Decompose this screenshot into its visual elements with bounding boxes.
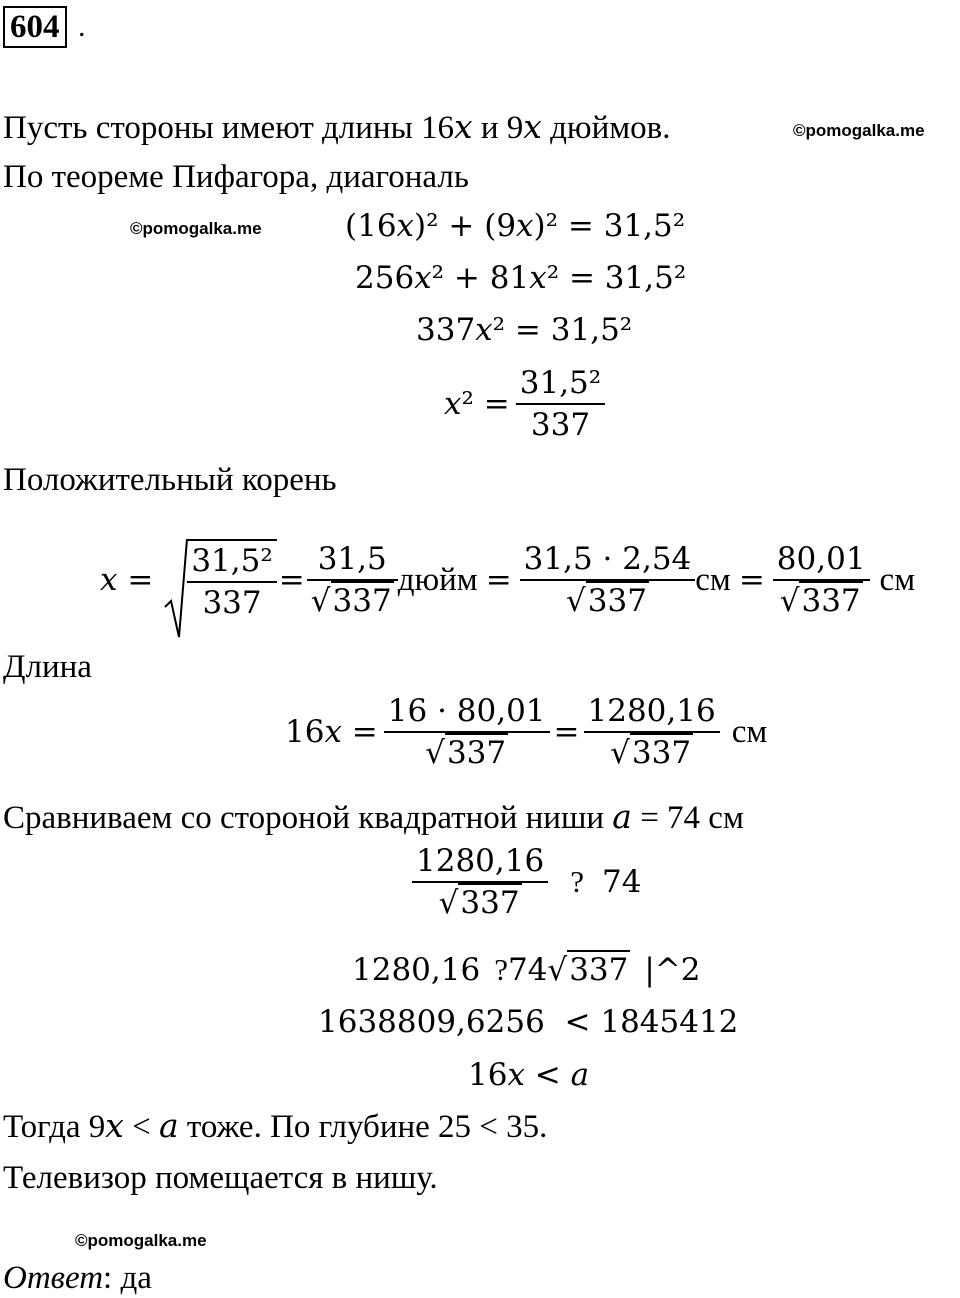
fraction-3-numerator: 31,5 · 2,54 — [520, 541, 696, 581]
fraction-3 — [520, 541, 696, 619]
length-fraction-1-numerator: 16 · 80,01 — [384, 693, 550, 733]
result-line: 16𝑥 < 𝑎 — [468, 1057, 590, 1093]
answer-line — [3, 1258, 152, 1298]
positive-root-text: Положительный корень — [3, 462, 337, 498]
intro-text: Пусть стороны имеют длины 16𝑥 и 9𝑥 дюймов. — [3, 110, 671, 146]
squared-power: |^2 — [644, 952, 701, 988]
length-text: Длина — [3, 649, 92, 685]
root-fraction — [187, 543, 276, 621]
squared-line — [352, 952, 701, 988]
equals-sign: = — [553, 714, 580, 750]
length-equation — [285, 693, 767, 771]
squared-lhs: 1280,16 — [352, 952, 481, 988]
unit-cm: см — [695, 561, 731, 598]
sqrt-sign-icon — [163, 537, 189, 641]
equation-4 — [444, 365, 605, 443]
then-text: Тогда 9𝑥 < 𝑎 тоже. По глубине 25 < 35. — [3, 1109, 548, 1145]
root-equation — [100, 525, 915, 635]
compare-fraction — [412, 843, 548, 921]
equals-sign: = — [485, 562, 512, 598]
equation-3: 337𝑥² = 31,5² — [416, 312, 633, 348]
inequality-line: 1638809,6256 < 1845412 — [318, 1004, 739, 1040]
watermark: ©pomogalka.me — [793, 121, 925, 140]
unit-cm: см — [879, 561, 916, 598]
squared-74: 74 — [507, 952, 548, 988]
eq4-denominator: 337 — [530, 407, 591, 443]
squared-relation: ? — [494, 952, 508, 987]
root-numerator: 31,5² — [187, 543, 276, 583]
eq4-lhs: 𝑥² = — [444, 386, 510, 422]
problem-number: 604 — [3, 6, 67, 48]
compare-text: Сравниваем со стороной квадратной ниши 𝑎 = 74 см — [3, 800, 744, 836]
compare-relation: ? — [570, 864, 584, 899]
equals-sign: = — [738, 562, 765, 598]
compare-expression — [412, 843, 641, 921]
watermark: ©pomogalka.me — [130, 219, 262, 238]
compare-rhs: 74 — [601, 864, 642, 900]
eq4-fraction — [516, 365, 605, 443]
fits-text: Телевизор помещается в нишу. — [3, 1160, 438, 1196]
squared-root: √337 — [547, 952, 629, 988]
problem-number-dot: . — [78, 10, 86, 43]
pythagoras-text: По теореме Пифагора, диагональ — [3, 159, 469, 195]
length-lhs: 16𝑥 = — [285, 714, 378, 750]
length-fraction-2-numerator: 1280,16 — [584, 693, 720, 733]
length-fraction-2-denominator: √337 — [610, 735, 692, 771]
root-denominator: 337 — [202, 585, 262, 621]
equals-sign: = — [278, 562, 305, 598]
answer-value: : да — [103, 1260, 152, 1296]
compare-denominator: √337 — [438, 885, 520, 921]
root-lhs: 𝑥 = — [100, 562, 154, 598]
equation-2: 256𝑥² + 81𝑥² = 31,5² — [355, 260, 687, 296]
watermark: ©pomogalka.me — [75, 1231, 207, 1250]
fraction-4-numerator: 80,01 — [773, 541, 870, 581]
fraction-2 — [307, 541, 398, 619]
length-fraction-2 — [584, 693, 720, 771]
unit-inch: дюйм — [397, 561, 478, 598]
length-fraction-1 — [384, 693, 550, 771]
fraction-4-denominator: √337 — [779, 583, 861, 619]
length-fraction-1-denominator: √337 — [425, 735, 507, 771]
fraction-4 — [773, 541, 870, 619]
fraction-2-numerator: 31,5 — [307, 541, 398, 581]
fraction-2-denominator: √337 — [310, 583, 392, 619]
compare-numerator: 1280,16 — [412, 843, 548, 883]
answer-label: Ответ — [3, 1260, 104, 1296]
big-root — [163, 539, 276, 621]
equation-1: (16𝑥)² + (9𝑥)² = 31,5² — [345, 208, 686, 244]
fraction-3-denominator: √337 — [566, 583, 647, 619]
unit-cm: см — [731, 713, 768, 750]
eq4-numerator: 31,5² — [516, 365, 605, 405]
